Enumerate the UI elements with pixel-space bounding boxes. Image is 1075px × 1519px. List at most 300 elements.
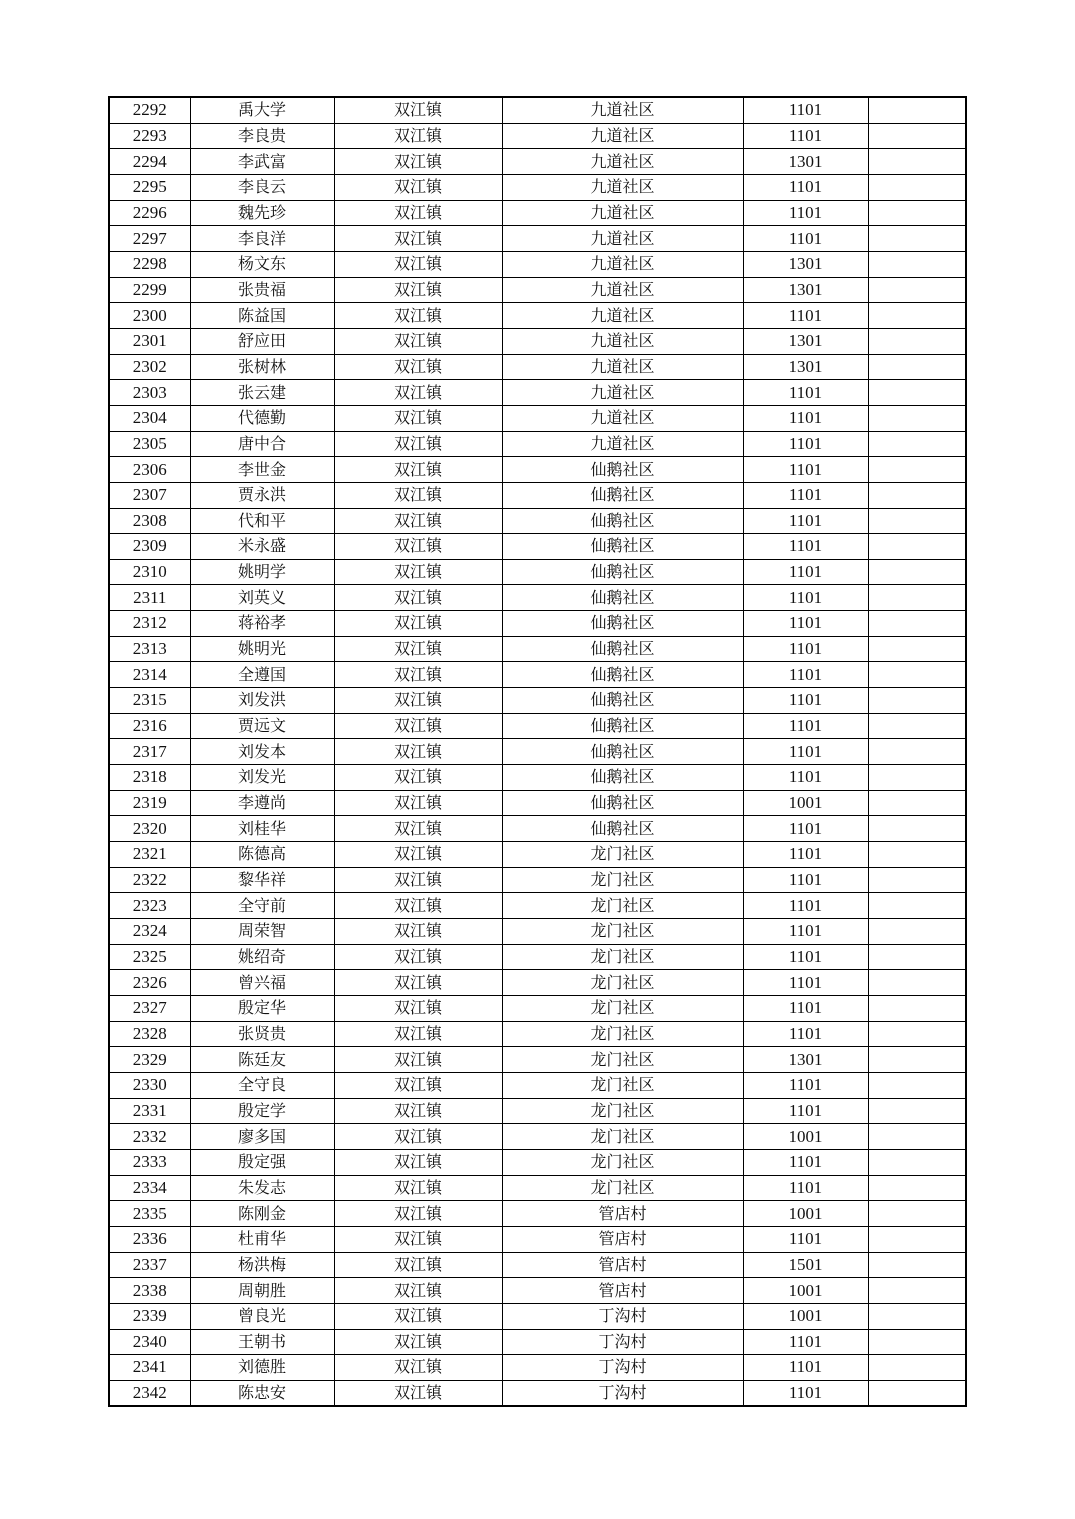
person-name-cell: 李良洋 — [190, 226, 334, 252]
row-number-cell: 2313 — [109, 636, 190, 662]
remark-cell — [868, 1149, 966, 1175]
table-row — [109, 995, 966, 1021]
row-number-cell: 2337 — [109, 1252, 190, 1278]
town-cell: 双江镇 — [334, 1303, 502, 1329]
town-cell: 双江镇 — [334, 380, 502, 406]
remark-cell — [868, 944, 966, 970]
town-cell: 双江镇 — [334, 944, 502, 970]
town-cell: 双江镇 — [334, 277, 502, 303]
code-cell: 1101 — [743, 1175, 868, 1201]
code-cell: 1001 — [743, 1303, 868, 1329]
remark-cell — [868, 200, 966, 226]
person-name-cell: 李良云 — [190, 174, 334, 200]
person-name-cell: 魏先珍 — [190, 200, 334, 226]
town-cell: 双江镇 — [334, 1226, 502, 1252]
row-number-cell: 2316 — [109, 713, 190, 739]
row-number-cell: 2292 — [109, 97, 190, 123]
remark-cell — [868, 405, 966, 431]
person-name-cell: 陈刚金 — [190, 1201, 334, 1227]
table-row — [109, 226, 966, 252]
person-name-cell: 陈忠安 — [190, 1380, 334, 1406]
remark-cell — [868, 1021, 966, 1047]
remark-cell — [868, 174, 966, 200]
row-number-cell: 2319 — [109, 790, 190, 816]
table-row — [109, 970, 966, 996]
community-cell: 管店村 — [502, 1278, 743, 1304]
town-cell: 双江镇 — [334, 893, 502, 919]
code-cell: 1301 — [743, 149, 868, 175]
table-row — [109, 1072, 966, 1098]
remark-cell — [868, 380, 966, 406]
remark-cell — [868, 457, 966, 483]
remark-cell — [868, 739, 966, 765]
person-name-cell: 陈廷友 — [190, 1047, 334, 1073]
remark-cell — [868, 1175, 966, 1201]
remark-cell — [868, 790, 966, 816]
row-number-cell: 2318 — [109, 765, 190, 791]
table-row — [109, 1355, 966, 1381]
code-cell: 1101 — [743, 559, 868, 585]
row-number-cell: 2306 — [109, 457, 190, 483]
person-name-cell: 曾兴福 — [190, 970, 334, 996]
row-number-cell: 2303 — [109, 380, 190, 406]
row-number-cell: 2329 — [109, 1047, 190, 1073]
person-name-cell: 全守前 — [190, 893, 334, 919]
remark-cell — [868, 662, 966, 688]
town-cell: 双江镇 — [334, 1355, 502, 1381]
town-cell: 双江镇 — [334, 200, 502, 226]
town-cell: 双江镇 — [334, 1124, 502, 1150]
town-cell: 双江镇 — [334, 149, 502, 175]
code-cell: 1101 — [743, 226, 868, 252]
row-number-cell: 2314 — [109, 662, 190, 688]
table-row — [109, 380, 966, 406]
community-cell: 龙门社区 — [502, 842, 743, 868]
community-cell: 龙门社区 — [502, 893, 743, 919]
remark-cell — [868, 482, 966, 508]
table-row — [109, 842, 966, 868]
table-row — [109, 816, 966, 842]
row-number-cell: 2324 — [109, 919, 190, 945]
person-name-cell: 刘桂华 — [190, 816, 334, 842]
person-name-cell: 周荣智 — [190, 919, 334, 945]
person-name-cell: 全遵国 — [190, 662, 334, 688]
community-cell: 九道社区 — [502, 354, 743, 380]
town-cell: 双江镇 — [334, 816, 502, 842]
community-cell: 九道社区 — [502, 431, 743, 457]
community-cell: 九道社区 — [502, 303, 743, 329]
row-number-cell: 2326 — [109, 970, 190, 996]
table-row — [109, 174, 966, 200]
row-number-cell: 2307 — [109, 482, 190, 508]
town-cell: 双江镇 — [334, 713, 502, 739]
community-cell: 丁沟村 — [502, 1355, 743, 1381]
row-number-cell: 2298 — [109, 251, 190, 277]
code-cell: 1101 — [743, 893, 868, 919]
community-cell: 仙鹅社区 — [502, 508, 743, 534]
person-name-cell: 陈德高 — [190, 842, 334, 868]
row-number-cell: 2341 — [109, 1355, 190, 1381]
row-number-cell: 2327 — [109, 995, 190, 1021]
code-cell: 1101 — [743, 816, 868, 842]
code-cell: 1101 — [743, 1072, 868, 1098]
row-number-cell: 2304 — [109, 405, 190, 431]
table-row — [109, 1098, 966, 1124]
person-name-cell: 杜甫华 — [190, 1226, 334, 1252]
row-number-cell: 2320 — [109, 816, 190, 842]
community-cell: 龙门社区 — [502, 1098, 743, 1124]
row-number-cell: 2336 — [109, 1226, 190, 1252]
remark-cell — [868, 123, 966, 149]
person-name-cell: 刘德胜 — [190, 1355, 334, 1381]
code-cell: 1101 — [743, 1098, 868, 1124]
person-name-cell: 代和平 — [190, 508, 334, 534]
town-cell: 双江镇 — [334, 226, 502, 252]
community-cell: 仙鹅社区 — [502, 688, 743, 714]
row-number-cell: 2315 — [109, 688, 190, 714]
code-cell: 1001 — [743, 790, 868, 816]
remark-cell — [868, 1047, 966, 1073]
remark-cell — [868, 816, 966, 842]
code-cell: 1101 — [743, 1355, 868, 1381]
community-cell: 九道社区 — [502, 174, 743, 200]
town-cell: 双江镇 — [334, 1201, 502, 1227]
remark-cell — [868, 328, 966, 354]
code-cell: 1101 — [743, 431, 868, 457]
code-cell: 1001 — [743, 1278, 868, 1304]
remark-cell — [868, 1098, 966, 1124]
table-row — [109, 919, 966, 945]
person-name-cell: 朱发志 — [190, 1175, 334, 1201]
community-cell: 仙鹅社区 — [502, 611, 743, 637]
town-cell: 双江镇 — [334, 1278, 502, 1304]
table-row — [109, 611, 966, 637]
table-row — [109, 1021, 966, 1047]
code-cell: 1101 — [743, 688, 868, 714]
community-cell: 管店村 — [502, 1201, 743, 1227]
person-name-cell: 刘发本 — [190, 739, 334, 765]
table-row — [109, 765, 966, 791]
code-cell: 1101 — [743, 585, 868, 611]
table-row — [109, 328, 966, 354]
community-cell: 管店村 — [502, 1226, 743, 1252]
code-cell: 1101 — [743, 405, 868, 431]
code-cell: 1101 — [743, 482, 868, 508]
town-cell: 双江镇 — [334, 354, 502, 380]
remark-cell — [868, 1278, 966, 1304]
community-cell: 龙门社区 — [502, 944, 743, 970]
person-name-cell: 米永盛 — [190, 534, 334, 560]
community-cell: 仙鹅社区 — [502, 457, 743, 483]
community-cell: 龙门社区 — [502, 1175, 743, 1201]
row-number-cell: 2333 — [109, 1149, 190, 1175]
community-cell: 仙鹅社区 — [502, 534, 743, 560]
remark-cell — [868, 277, 966, 303]
person-name-cell: 李良贵 — [190, 123, 334, 149]
remark-cell — [868, 636, 966, 662]
town-cell: 双江镇 — [334, 1149, 502, 1175]
table-row — [109, 405, 966, 431]
person-name-cell: 曾良光 — [190, 1303, 334, 1329]
community-cell: 仙鹅社区 — [502, 636, 743, 662]
code-cell: 1101 — [743, 1380, 868, 1406]
code-cell: 1101 — [743, 97, 868, 123]
person-name-cell: 杨文东 — [190, 251, 334, 277]
community-cell: 龙门社区 — [502, 1124, 743, 1150]
code-cell: 1101 — [743, 457, 868, 483]
town-cell: 双江镇 — [334, 534, 502, 560]
community-cell: 九道社区 — [502, 97, 743, 123]
code-cell: 1101 — [743, 970, 868, 996]
person-name-cell: 唐中合 — [190, 431, 334, 457]
remark-cell — [868, 303, 966, 329]
community-cell: 仙鹅社区 — [502, 765, 743, 791]
code-cell: 1501 — [743, 1252, 868, 1278]
table-row — [109, 585, 966, 611]
table-row — [109, 457, 966, 483]
person-name-cell: 张贤贵 — [190, 1021, 334, 1047]
person-name-cell: 刘发洪 — [190, 688, 334, 714]
row-number-cell: 2340 — [109, 1329, 190, 1355]
community-cell: 龙门社区 — [502, 1149, 743, 1175]
person-name-cell: 张树林 — [190, 354, 334, 380]
code-cell: 1101 — [743, 174, 868, 200]
person-name-cell: 贾永洪 — [190, 482, 334, 508]
table-row — [109, 790, 966, 816]
row-number-cell: 2296 — [109, 200, 190, 226]
community-cell: 仙鹅社区 — [502, 739, 743, 765]
person-name-cell: 刘英义 — [190, 585, 334, 611]
remark-cell — [868, 970, 966, 996]
community-cell: 仙鹅社区 — [502, 790, 743, 816]
remark-cell — [868, 1329, 966, 1355]
town-cell: 双江镇 — [334, 585, 502, 611]
table-row — [109, 1329, 966, 1355]
code-cell: 1301 — [743, 251, 868, 277]
row-number-cell: 2312 — [109, 611, 190, 637]
code-cell: 1101 — [743, 123, 868, 149]
community-cell: 九道社区 — [502, 123, 743, 149]
code-cell: 1101 — [743, 380, 868, 406]
row-number-cell: 2311 — [109, 585, 190, 611]
row-number-cell: 2297 — [109, 226, 190, 252]
person-name-cell: 全守良 — [190, 1072, 334, 1098]
code-cell: 1101 — [743, 842, 868, 868]
town-cell: 双江镇 — [334, 636, 502, 662]
code-cell: 1001 — [743, 1201, 868, 1227]
table-row — [109, 277, 966, 303]
row-number-cell: 2328 — [109, 1021, 190, 1047]
community-cell: 九道社区 — [502, 405, 743, 431]
community-cell: 龙门社区 — [502, 1021, 743, 1047]
remark-cell — [868, 354, 966, 380]
row-number-cell: 2294 — [109, 149, 190, 175]
town-cell: 双江镇 — [334, 431, 502, 457]
row-number-cell: 2309 — [109, 534, 190, 560]
table-row — [109, 1149, 966, 1175]
person-name-cell: 舒应田 — [190, 328, 334, 354]
town-cell: 双江镇 — [334, 123, 502, 149]
code-cell: 1301 — [743, 1047, 868, 1073]
community-cell: 仙鹅社区 — [502, 816, 743, 842]
table-row — [109, 1175, 966, 1201]
row-number-cell: 2322 — [109, 867, 190, 893]
community-cell: 九道社区 — [502, 149, 743, 175]
code-cell: 1101 — [743, 611, 868, 637]
roster-table — [108, 96, 967, 1407]
code-cell: 1301 — [743, 328, 868, 354]
table-row — [109, 1047, 966, 1073]
community-cell: 龙门社区 — [502, 970, 743, 996]
row-number-cell: 2293 — [109, 123, 190, 149]
code-cell: 1101 — [743, 1329, 868, 1355]
row-number-cell: 2300 — [109, 303, 190, 329]
table-row — [109, 662, 966, 688]
remark-cell — [868, 1124, 966, 1150]
row-number-cell: 2317 — [109, 739, 190, 765]
row-number-cell: 2308 — [109, 508, 190, 534]
community-cell: 丁沟村 — [502, 1303, 743, 1329]
town-cell: 双江镇 — [334, 611, 502, 637]
community-cell: 龙门社区 — [502, 919, 743, 945]
town-cell: 双江镇 — [334, 559, 502, 585]
row-number-cell: 2302 — [109, 354, 190, 380]
community-cell: 龙门社区 — [502, 1072, 743, 1098]
remark-cell — [868, 867, 966, 893]
town-cell: 双江镇 — [334, 482, 502, 508]
row-number-cell: 2331 — [109, 1098, 190, 1124]
person-name-cell: 黎华祥 — [190, 867, 334, 893]
town-cell: 双江镇 — [334, 1098, 502, 1124]
community-cell: 仙鹅社区 — [502, 482, 743, 508]
person-name-cell: 殷定华 — [190, 995, 334, 1021]
code-cell: 1101 — [743, 739, 868, 765]
row-number-cell: 2335 — [109, 1201, 190, 1227]
row-number-cell: 2334 — [109, 1175, 190, 1201]
community-cell: 仙鹅社区 — [502, 559, 743, 585]
remark-cell — [868, 585, 966, 611]
town-cell: 双江镇 — [334, 842, 502, 868]
table-row — [109, 123, 966, 149]
row-number-cell: 2305 — [109, 431, 190, 457]
row-number-cell: 2330 — [109, 1072, 190, 1098]
code-cell: 1301 — [743, 354, 868, 380]
row-number-cell: 2321 — [109, 842, 190, 868]
town-cell: 双江镇 — [334, 1175, 502, 1201]
person-name-cell: 禹大学 — [190, 97, 334, 123]
town-cell: 双江镇 — [334, 867, 502, 893]
code-cell: 1101 — [743, 765, 868, 791]
community-cell: 九道社区 — [502, 226, 743, 252]
table-row — [109, 1226, 966, 1252]
person-name-cell: 姚明学 — [190, 559, 334, 585]
table-row — [109, 944, 966, 970]
row-number-cell: 2342 — [109, 1380, 190, 1406]
remark-cell — [868, 97, 966, 123]
town-cell: 双江镇 — [334, 174, 502, 200]
town-cell: 双江镇 — [334, 1021, 502, 1047]
row-number-cell: 2299 — [109, 277, 190, 303]
person-name-cell: 杨洪梅 — [190, 1252, 334, 1278]
town-cell: 双江镇 — [334, 739, 502, 765]
table-row — [109, 636, 966, 662]
town-cell: 双江镇 — [334, 1329, 502, 1355]
remark-cell — [868, 1226, 966, 1252]
table-row — [109, 1201, 966, 1227]
remark-cell — [868, 765, 966, 791]
town-cell: 双江镇 — [334, 662, 502, 688]
remark-cell — [868, 1252, 966, 1278]
community-cell: 仙鹅社区 — [502, 662, 743, 688]
remark-cell — [868, 1072, 966, 1098]
community-cell: 丁沟村 — [502, 1380, 743, 1406]
person-name-cell: 李武富 — [190, 149, 334, 175]
town-cell: 双江镇 — [334, 328, 502, 354]
code-cell: 1101 — [743, 200, 868, 226]
person-name-cell: 张贵福 — [190, 277, 334, 303]
remark-cell — [868, 1380, 966, 1406]
table-row — [109, 251, 966, 277]
remark-cell — [868, 226, 966, 252]
town-cell: 双江镇 — [334, 970, 502, 996]
remark-cell — [868, 431, 966, 457]
person-name-cell: 陈益国 — [190, 303, 334, 329]
remark-cell — [868, 919, 966, 945]
code-cell: 1101 — [743, 534, 868, 560]
town-cell: 双江镇 — [334, 97, 502, 123]
code-cell: 1101 — [743, 1021, 868, 1047]
person-name-cell: 李世金 — [190, 457, 334, 483]
town-cell: 双江镇 — [334, 251, 502, 277]
town-cell: 双江镇 — [334, 1047, 502, 1073]
table-row — [109, 1124, 966, 1150]
table-row — [109, 354, 966, 380]
table-row — [109, 893, 966, 919]
town-cell: 双江镇 — [334, 688, 502, 714]
person-name-cell: 殷定学 — [190, 1098, 334, 1124]
remark-cell — [868, 534, 966, 560]
person-name-cell: 廖多国 — [190, 1124, 334, 1150]
town-cell: 双江镇 — [334, 457, 502, 483]
remark-cell — [868, 893, 966, 919]
remark-cell — [868, 1355, 966, 1381]
town-cell: 双江镇 — [334, 303, 502, 329]
person-name-cell: 蒋裕孝 — [190, 611, 334, 637]
row-number-cell: 2310 — [109, 559, 190, 585]
table-row — [109, 1380, 966, 1406]
code-cell: 1101 — [743, 1226, 868, 1252]
table-row — [109, 97, 966, 123]
row-number-cell: 2325 — [109, 944, 190, 970]
community-cell: 龙门社区 — [502, 995, 743, 1021]
community-cell: 仙鹅社区 — [502, 713, 743, 739]
person-name-cell: 姚绍奇 — [190, 944, 334, 970]
remark-cell — [868, 688, 966, 714]
remark-cell — [868, 559, 966, 585]
code-cell: 1301 — [743, 277, 868, 303]
table-row — [109, 1303, 966, 1329]
row-number-cell: 2295 — [109, 174, 190, 200]
remark-cell — [868, 995, 966, 1021]
code-cell: 1101 — [743, 867, 868, 893]
town-cell: 双江镇 — [334, 1380, 502, 1406]
remark-cell — [868, 842, 966, 868]
remark-cell — [868, 149, 966, 175]
table-row — [109, 688, 966, 714]
community-cell: 九道社区 — [502, 200, 743, 226]
row-number-cell: 2338 — [109, 1278, 190, 1304]
code-cell: 1001 — [743, 1124, 868, 1150]
